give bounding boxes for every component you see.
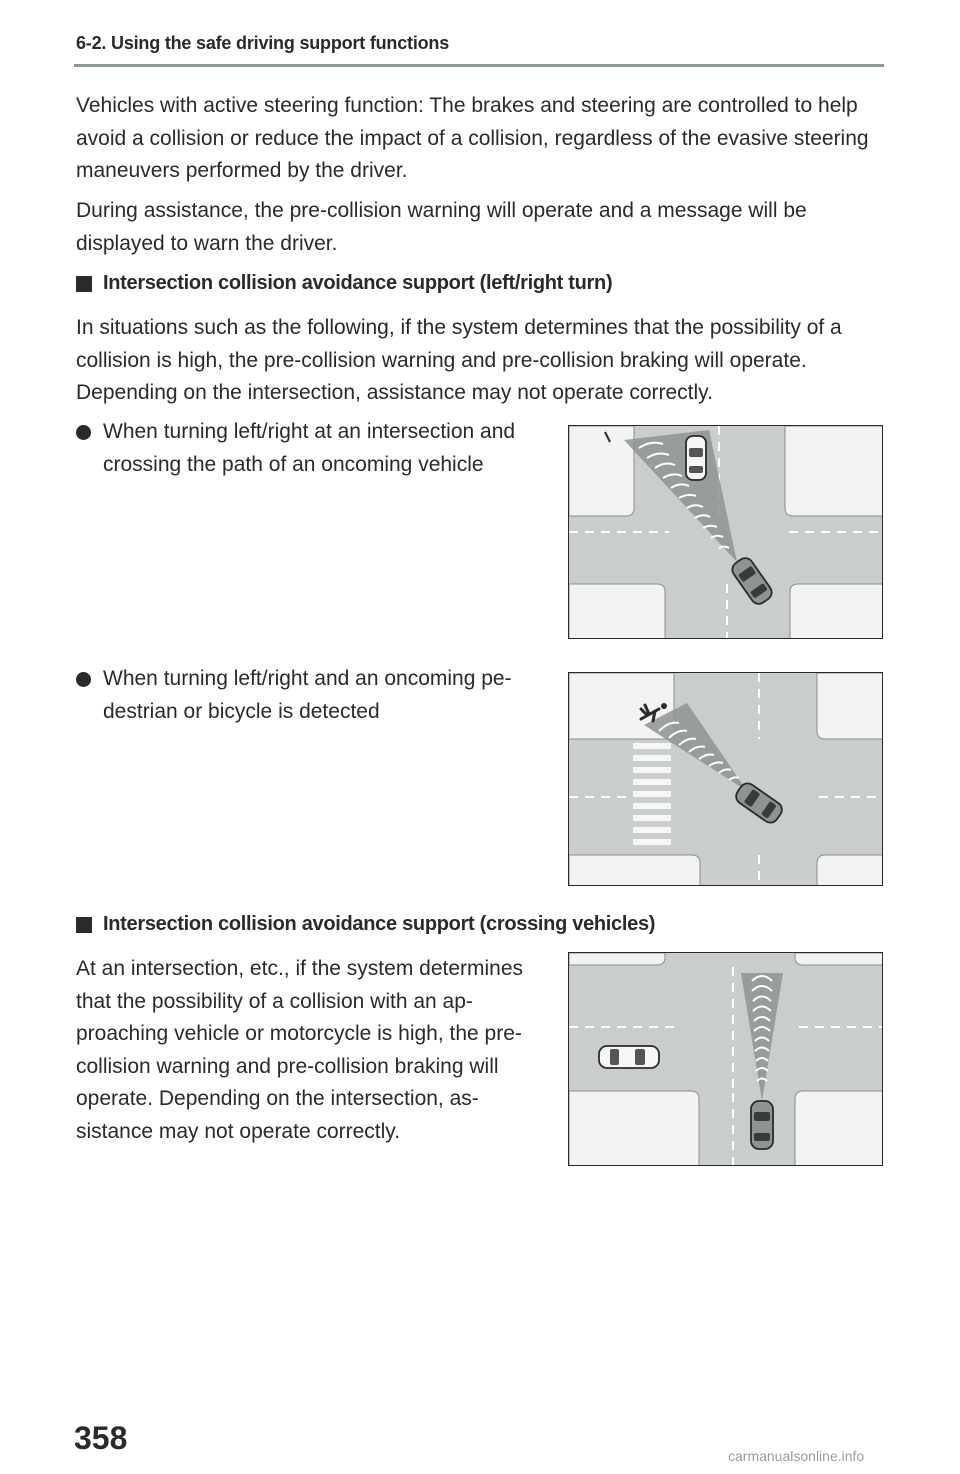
section-heading-text: Intersection collision avoidance support (crossing vehicles) xyxy=(103,913,656,935)
watermark: carmanualsonline.info xyxy=(728,1448,865,1464)
header-divider xyxy=(74,64,884,67)
square-bullet-icon xyxy=(76,917,92,933)
bullet-text: When turning left/right and an oncoming pe-destrian or bicycle is detected xyxy=(103,667,512,723)
paragraph-assistance-warning: During assistance, the pre-collision warning will operate and a message will be displayed to warn the driver. xyxy=(76,199,807,255)
bullet-oncoming-vehicle xyxy=(76,416,546,481)
bullet-oncoming-pedestrian xyxy=(76,663,546,728)
bullet-text: When turning left/right at an intersection and crossing the path of an oncoming vehicle xyxy=(103,420,516,476)
paragraph-active-steering: Vehicles with active steering function: The brakes and steering are controlled to help avoid a collision or reduce the impact of a collision, regardless of the evasive steering maneuvers performed by the driver. xyxy=(76,94,869,182)
page-number: 358 xyxy=(74,1420,128,1456)
section-heading-text: Intersection collision avoidance support (left/right turn) xyxy=(103,272,613,294)
section-heading-left-right-turn xyxy=(76,272,612,295)
bullet-dot-icon xyxy=(76,425,91,440)
illustration-turn-pedestrian-bicycle xyxy=(568,672,883,886)
section-heading-crossing-vehicles xyxy=(76,913,655,936)
square-bullet-icon xyxy=(76,276,92,292)
bullet-dot-icon xyxy=(76,672,91,687)
section-header: 6-2. Using the safe driving support functions xyxy=(76,33,450,53)
illustration-turn-oncoming-vehicle xyxy=(568,425,883,639)
paragraph-left-right-intro: In situations such as the following, if the system determines that the possibility of a collision is high, the pre-collision warning and pre-collision braking will operate. Depending on the intersection, assistance may not operate correctly. xyxy=(76,316,842,404)
illustration-crossing-vehicle xyxy=(568,952,883,1166)
paragraph-crossing-vehicles: At an intersection, etc., if the system determines that the possibility of a collision with an ap-proaching vehicle or motorcycle is high, the pre-collision warning and pre-collision braking will operate. Depending on the intersection, as-sistance may not operate correctly. xyxy=(76,957,524,1143)
